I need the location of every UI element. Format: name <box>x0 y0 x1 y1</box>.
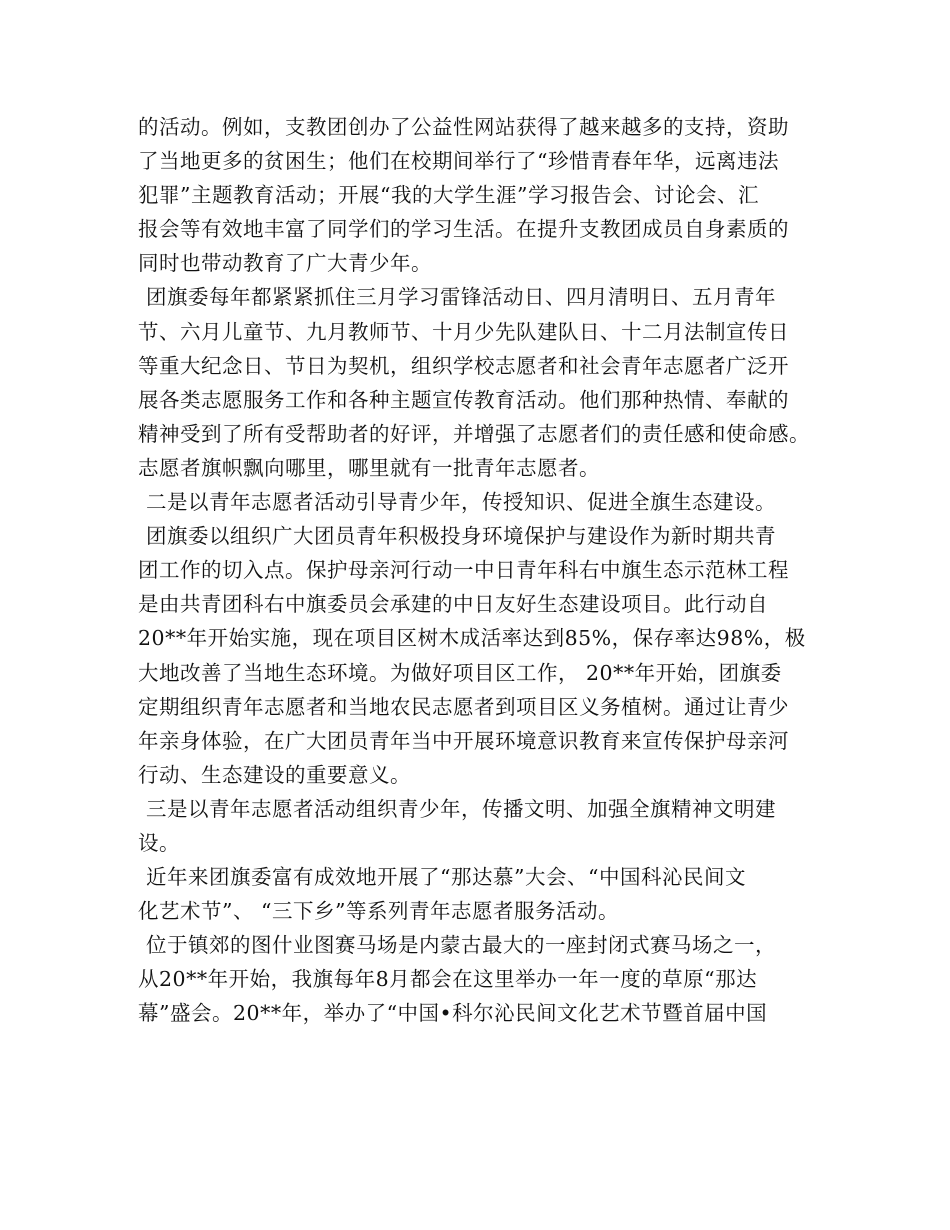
text-line: 定期组织青年志愿者和当地农民志愿者到项目区义务植树。通过让青少 <box>138 694 789 719</box>
section-heading-line: 三是以青年志愿者活动组织青少年，传播文明、加强全旗精神文明建 <box>146 796 776 821</box>
text-line: 20**年开始实施，现在项目区树木成活率达到85%，保存率达98%，极 <box>138 626 806 651</box>
text-line: 设。 <box>138 830 180 855</box>
document-body <box>138 110 828 1031</box>
text-line: 的活动。例如，支教团创办了公益性网站获得了越来越多的支持，资助 <box>138 115 789 139</box>
text-line: 团工作的切入点。保护母亲河行动一中日青年科右中旗生态示范林工程 <box>138 558 789 583</box>
text-line: 大地改善了当地生态环境。为做好项目区工作， 20**年开始，团旗委 <box>138 660 782 685</box>
text-line: 了当地更多的贫困生；他们在校期间举行了“珍惜青春年华，远离违法 <box>138 149 779 174</box>
text-line: 精神受到了所有受帮助者的好评，并增强了志愿者们的责任感和使命感。 <box>138 421 810 446</box>
text-line: 是由共青团科右中旗委员会承建的中日友好生态建设项目。此行动自 <box>138 592 768 617</box>
text-line: 等重大纪念日、节日为契机，组织学校志愿者和社会青年志愿者广泛开 <box>138 353 789 378</box>
text-line: 犯罪”主题教育活动；开展“我的大学生涯”学习报告会、讨论会、汇 <box>138 183 759 208</box>
text-line: 化艺术节”、 “三下乡”等系列青年志愿者服务活动。 <box>138 899 619 924</box>
paragraph-start-line: 位于镇郊的图什业图赛马场是内蒙古最大的一座封闭式赛马场之一， <box>146 933 776 958</box>
text-line: 幕”盛会。20**年，举办了“中国•科尔沁民间文化艺术节暨首届中国 <box>138 1001 768 1026</box>
text-line: 节、六月儿童节、九月教师节、十月少先队建队日、十二月法制宣传日 <box>138 319 789 344</box>
text-line: 年亲身体验，在广大团员青年当中开展环境意识教育来宣传保护母亲河 <box>138 728 789 753</box>
paragraph-start-line: 近年来团旗委富有成效地开展了“那达慕”大会、“中国科沁民间文 <box>146 865 746 890</box>
paragraph-start-line: 团旗委以组织广大团员青年积极投身环境保护与建设作为新时期共青 <box>146 524 776 549</box>
text-line: 报会等有效地丰富了同学们的学习生活。在提升支教团成员自身素质的 <box>138 217 789 242</box>
text-line: 展各类志愿服务工作和各种主题宣传教育活动。他们那种热情、奉献的 <box>138 387 789 412</box>
text-line: 志愿者旗帜飘向哪里，哪里就有一批青年志愿者。 <box>138 455 600 480</box>
text-line: 同时也带动教育了广大青少年。 <box>138 251 432 276</box>
text-line: 从20**年开始，我旗每年8月都会在这里举办一年一度的草原“那达 <box>138 967 758 992</box>
text-line: 行动、生态建设的重要意义。 <box>138 762 411 787</box>
section-heading-line: 二是以青年志愿者活动引导青少年，传授知识、促进全旗生态建设。 <box>146 490 776 515</box>
paragraph-start-line: 团旗委每年都紧紧抓住三月学习雷锋活动日、四月清明日、五月青年 <box>146 285 776 310</box>
